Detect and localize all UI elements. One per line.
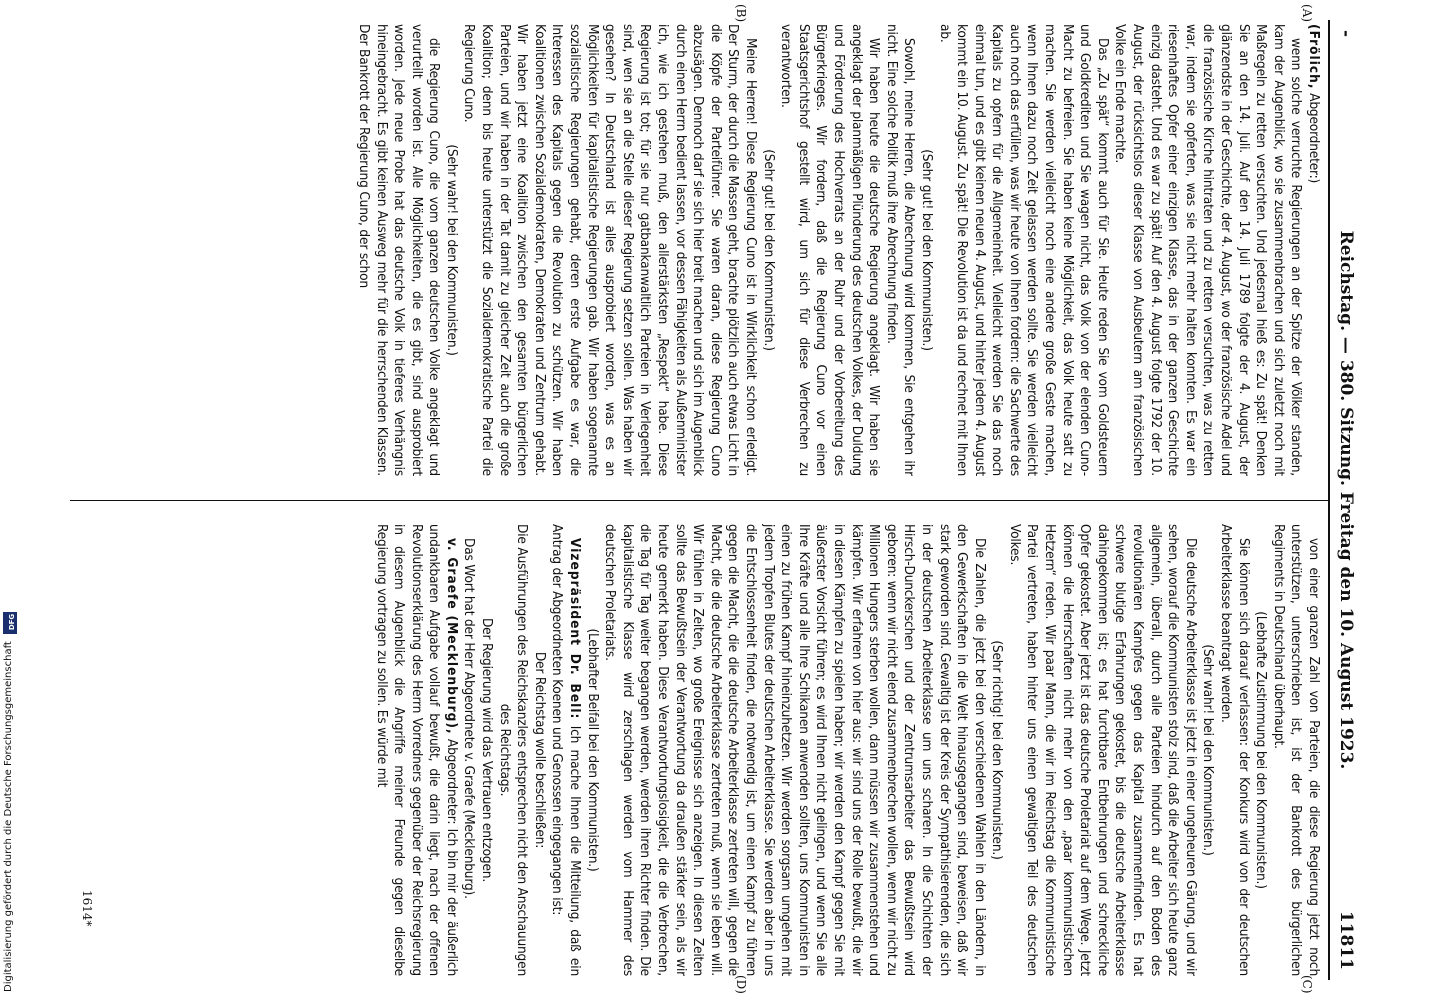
margin-mark-c: (C)	[1300, 975, 1314, 994]
interjection: (Sehr richtig! bei den Kommunisten.)	[989, 640, 1006, 860]
paragraph: wenn solche verruchte Regierungen an der Spitze der Völker standen, kam der Augenblick, wo sie zusammenbrachen und sich zuletzt noch mit Maßregeln zu retten versuchten. Und jedesmal hieß es: Zu spät! Denken Sie an den 14. Juli. Auf den 14. Juli 1789 folgte der 4. August, der glänzendste in der Geschichte, der 4. August, wo der französische Adel und die französische Kirche hintraten und zu retten versuchten, was zu retten war, indem sie opferten, was sie nicht mehr halten konnten. Es war ein riesenhaftes Opfer einer einzigen Klasse, das in der ganzen Geschichte einzig dasteht. Und es war zu spät! Auf den 4. August folgte 1792 der 10. August, der rücksichtslos dieser Klasse von Ausbeutern am französischen Volke ein Ende machte.	[1112, 24, 1305, 476]
paragraph: Sie können sich darauf verlassen: der Konkurs wird von der deutschen Arbeiterklasse beantragt werden.	[1218, 524, 1252, 976]
header-dash: -	[1336, 30, 1356, 38]
interjection: Der Regierung wird das Vertrauen entzogen.	[479, 617, 496, 883]
margin-mark-d: (D)	[734, 975, 748, 994]
left-column	[72, 24, 1322, 476]
speech-text: Ich mache Ihnen die Mitteilung, daß ein Antrag der Abgeordneten Koenen und Genossen eingegangen ist:	[549, 524, 584, 976]
dfg-credit-text: Digitalisierung gefördert durch die Deutsche Forschungsgemeinschaft	[3, 641, 14, 992]
right-column	[72, 524, 1322, 976]
speech-text: Abgeordneter: Ich bin mir der äußerlich undankbaren Aufgabe vollauf bewußt, die darin liegt, nach der offenen Revolutionserklärung des Herrn Vorredners gegenüber der Reichsregierung in diesem Augenblick die Angriffe meiner Freunde gegen dieselbe Regierung vortragen zu sollen. Es würde mit	[373, 524, 460, 976]
footer-number: 1614*	[80, 890, 94, 927]
paragraph: die Regierung Cuno, die vom ganzen deutschen Volke angeklagt und verurteilt worden ist. Alle Möglichkeiten, die es gibt, sind ausprobiert worden. Jede neue Probe hat das deutsche Volk in tieferes Verhängnis hineingebracht. Es gibt keinen Ausweg mehr für die herrschenden Klassen. Der Bankrott der Regierung Cuno, der schon	[355, 24, 443, 476]
dfg-credit	[3, 612, 17, 992]
speaker-name: (Frölich,	[1306, 24, 1322, 90]
speaker-name: v. Graefe (Mecklenburg),	[443, 538, 460, 735]
paragraph: von einer ganzen Zahl von Parteien, die diese Regierung jetzt noch unterstützen, unterschrieben ist, ist der Bankrott des bürgerlichen Regiments in Deutschland überhaupt.	[1270, 524, 1322, 976]
page-number: 11811	[1336, 910, 1356, 970]
header-title: Reichstag. — 380. Sitzung. Freitag den 10. August 1923.	[1336, 230, 1356, 770]
speaker-role: Abgeordneter:)	[1306, 89, 1322, 184]
column-rule	[70, 500, 1328, 501]
interjection: Der Reichstag wolle beschließen:	[531, 651, 548, 849]
paragraph: Das „Zu spät“ kommt auch für Sie. Heute reden Sie vom Goldsteuern und Goldkrediten und Sie wagen nicht, das Volk von der elenden Cuno-Macht zu befreien. Sie haben keine Möglichkeit, das Volk heute satt zu machen. Sie werden vielleicht noch eine andere große Geste machen, wenn Ihnen dazu noch Zeit gelassen werden sollte. Sie werden vielleicht auch noch das erfüllen, was wir heute von Ihnen fordern: die Sachwerte des Kapitals zu opfern für die Allgemeinheit. Vielleicht werden Sie das noch einmal tun, und es gibt keinen neuen 4. August, und hinter jedem 4. August kommt ein 10. August. Zu spät! Die Revolution ist da und rechnet mit Ihnen ab.	[936, 24, 1111, 476]
speaker-paragraph	[548, 524, 583, 976]
speaker-paragraph	[372, 524, 460, 976]
paragraph: Meine Herren! Diese Regierung Cuno ist in Wirklichkeit schon erledigt. Der Sturm, der durch die Massen geht, brachte plötzlich auch etwas Licht in die Köpfe der Parteiführer. Sie waren daran, diese Regierung Cuno abzusägen. Dennoch darf sie sich hier breit machen und sich im Augenblick durch einen Herrn bedient lassen, vor dessen Fähigkeiten als Außenminister ich, wie ich gestehen muß, den allerstärksten „Respekt“ habe. Diese Regierung ist tot; für sie nur gatbankanwaltlich Parteien in Verlegenheit sind, wen sie an die Stelle dieser Regierung setzen sollen. Was haben wir gesehen? In Deutschland ist alles ausprobiert worden, was es an Möglichkeiten für kapitalistische Regierungen gab. Wir haben sogenannte sozialistische Regierungen gehabt, deren erste Aufgabe es war, die Interessen des Kapitals gegen die Revolution zu schützen. Wir haben Koalitionen zwischen Sozialdemokraten, Demokraten und Zentrum gehabt. Wir haben jetzt eine Koalition zwischen den gesamten bürgerlichen Parteien, und wir haben in der Tat damit zu gleicher Zeit auch die große Koalition; denn bis heute unterstützt die Sozialdemokratische Partei die Regierung Cuno.	[461, 24, 759, 476]
interjection: (Lebhafter Beifall bei den Kommunisten.)	[584, 628, 601, 872]
interjection: (Sehr gut! bei den Kommunisten.)	[918, 149, 935, 351]
dfg-logo: DFG	[3, 612, 17, 634]
margin-mark-b: (B)	[734, 4, 748, 23]
page-header	[1332, 30, 1356, 970]
interjection: (Lebhafte Zustimmung bei den Kommunisten.)	[1253, 611, 1270, 889]
interjection: (Sehr wahr! bei den Kommunisten.)	[443, 144, 460, 356]
paragraph: Das Wort hat der Herr Abgeordnete v. Graefe (Mecklenburg).	[461, 538, 478, 899]
paragraph: Sowohl, meine Herren, die Abrechnung wird kommen, Sie entgehen ihr nicht. Eine solche Politik muß ihre Abrechnung finden.	[883, 24, 918, 476]
paragraph: Die Zahlen, die jetzt bei den verschiedenen Wahlen in den Ländern, in den Gewerkschaften in die Welt hinausgegangen sind, beweisen, daß wir stark geworden sind. Gewaltig ist der Kreis der Sympathisierenden, die sich in der deutschen Arbeiterklasse um uns scharen. In die Schichten der Hirsch-Dunckerschen und der Zentrumsarbeiter das Bewußtsein wird geboren: wenn wir nicht elend zusammenbrechen wollen, wenn wir nicht zu Millionen Hungers sterben wollen, dann müssen wir zusammenstehen und kämpfen. Wir erfahren von hier aus: wir sind uns der Rolle bewußt, die wir in diesen Kämpfen zu spielen haben; wir werden den Kampf gegen Sie mit äußerster Vorsicht führen; es wird Ihnen nicht gelingen, und wenn Sie alle Ihre Kräfte und alle Ihre Schikanen anwenden sollten, uns Kommunisten in einen zu frühen Kampf hineinzuhetzen. Wir werden sorgsam umgehen mit jedem Tropfen Blutes der deutschen Arbeiterklasse. Sie werden aber in uns die Entschlossenheit finden, die notwendig ist, um einen Kampf zu führen gegen die Macht, die die deutsche Arbeiterklasse zertreten will, gegen die Macht, die die deutsche Arbeiterklasse zertreten muß, wenn sie leben will. Wir fühlen in Zeiten, wo große Ereignisse sich anzeigen. In diesen Zeiten sollte das Bewußtsein der Verantwortung da draußen stärker sein, als wir heute gemerkt haben. Diese Verantwortungslosigkeit, die die Verbrechen, die Tag für Tag weiter begangen werden, werden ihren Richter finden. Die kapitalistische Klasse wird zerschlagen werden vom Hammer des deutschen Proletariats.	[602, 524, 988, 976]
speaker-line	[1304, 24, 1322, 476]
interjection: (Sehr wahr! bei den Kommunisten.)	[1200, 644, 1217, 856]
margin-mark-a: (A)	[1300, 4, 1314, 23]
paragraph: Wir haben heute die deutsche Regierung angeklagt. Wir haben sie angeklagt der planmäßigen Plünderung des deutschen Volkes, der Duldung und Förderung des Hochverrats an der Ruhr und der Vorbereitung des Bürgerkrieges. Wir fordern, daß die Regierung Cuno vor einen Staatsgerichtshof gestellt wird, um sich für diese Verbrechen zu verantworten.	[778, 24, 883, 476]
paragraph: Die deutsche Arbeiterklasse ist jetzt in einer ungeheuren Gärung, und wir sehen, worauf die Kommunisten stolz sind, daß die Arbeiter sich heute ganz allgemein, überall, durch alle Parteien hindurch auf den Boden des revolutionären Kampfes gegen das Kapital zusammenfinden. Es hat schwere blutige Erfahrungen gekostet, bis die deutsche Arbeiterklasse dahingekommen ist; es hat furchtbare Entbehrungen und schreckliche Opfer gekostet. Aber jetzt ist das deutsche Proletariat auf dem Wege. Jetzt können die Herrschaften nicht mehr von den „paar kommunistischen Hetzern“ reden. Wir paar Mann, die wir im Reichstag die Kommunistische Partei vertreten, haben hinter uns einen gewaltigen Teil des deutschen Volkes.	[1006, 524, 1199, 976]
interjection: Die Ausführungen des Reichskanzlers entsprechen nicht den Anschauungen des Reichstags.	[496, 524, 531, 976]
speaker-name: Vizepräsident Dr. Bell:	[567, 538, 584, 720]
interjection: (Sehr gut! bei den Kommunisten.)	[760, 149, 777, 351]
header-rule	[1328, 20, 1330, 980]
